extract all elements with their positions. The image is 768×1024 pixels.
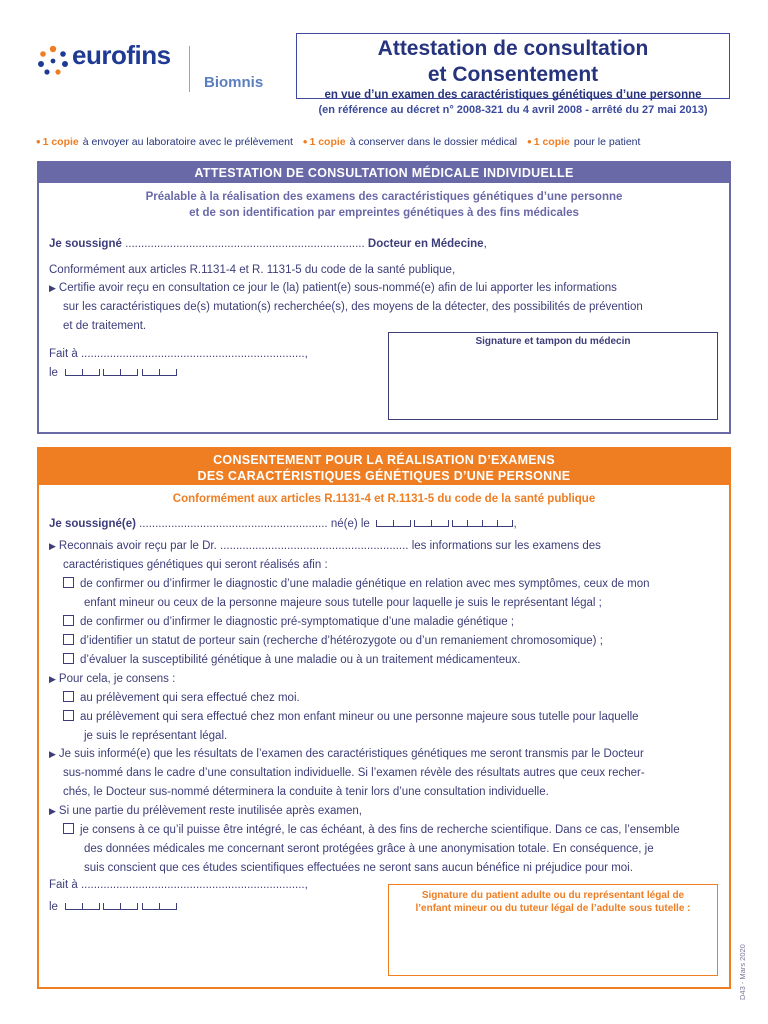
- doctor-line: [49, 235, 719, 254]
- checkbox[interactable]: [63, 615, 74, 626]
- title-line-1: Attestation de consultation: [377, 37, 649, 60]
- patient-undersigned-label: Je soussigné(e): [49, 518, 136, 530]
- patient-name-field[interactable]: ........................................................... né(e) le: [135, 518, 370, 530]
- consultation-intro-line-2: et de son identification par empreintes génétiques à des fins médicales: [189, 207, 579, 219]
- arrow-right-icon: ▶: [49, 283, 56, 293]
- copies-line: [36, 134, 736, 149]
- informed-line-2: sus-nommé dans le cadre d’une consultation individuelle. Si l’examen révèle des résultats autres que ceux recher-: [63, 767, 645, 779]
- bullet-dot-icon: •: [302, 134, 308, 149]
- doctor-title: Docteur en Médecine: [367, 238, 484, 250]
- patient-date-field[interactable]: [65, 898, 176, 917]
- patient-signature-box[interactable]: [388, 884, 718, 976]
- copy-text: à envoyer au laboratoire avec le prélèvement: [82, 135, 293, 148]
- research-line-1: je consens à ce qu’il puisse être intégré, le cas échéant, à des fins de recherche scientifique. Dans ce cas, l’ensemble: [80, 824, 680, 836]
- title-line-2: et Consentement: [427, 63, 599, 86]
- consent-text: Pour cela, je consens :: [58, 673, 176, 685]
- checkbox[interactable]: [63, 710, 74, 721]
- decree-reference: (en référence au décret n° 2008-321 du 4 avril 2008 - arrêté du 27 mai 2013): [318, 104, 708, 116]
- option-carrier: [49, 632, 724, 651]
- copy-text: pour le patient: [573, 135, 641, 148]
- doctor-signature-label: Signature et tampon du médecin: [475, 336, 631, 347]
- logo-divider: [189, 46, 190, 92]
- consent-self: [49, 689, 724, 708]
- title-box: [296, 33, 730, 99]
- done-at-field[interactable]: Fait à ......................................................................,: [49, 348, 308, 360]
- recognize-line-2: caractéristiques génétiques qui seront réalisés afin :: [63, 559, 328, 571]
- arrow-right-icon: ▶: [49, 541, 56, 551]
- recognize-line-1: Reconnais avoir reçu par le Dr. ........................................................... les informations sur les examens des: [58, 540, 601, 552]
- title-subtitle: en vue d’un examen des caractéristiques génétiques d’une personne: [324, 89, 702, 101]
- brand-name: eurofins: [72, 40, 171, 70]
- bullet-dot-icon: •: [36, 134, 41, 149]
- checkbox[interactable]: [63, 691, 74, 702]
- option-carrier-text: d’identifier un statut de porteur sain (recherche d’hétérozygote ou d’un remaniement chromosomique) ;: [80, 635, 603, 647]
- eurofins-logo: [36, 40, 296, 94]
- brand-subname: Biomnis: [204, 74, 264, 91]
- research-consent: [49, 821, 724, 840]
- consultation-intro: [39, 189, 729, 221]
- patient-date-line: [49, 898, 249, 917]
- patient-signature-line-1: Signature du patient adulte ou du représentant légal de: [421, 890, 685, 901]
- date-label: le: [49, 901, 58, 913]
- consent-intro: Conformément aux articles R.1131-4 et R.1131-5 du code de la santé publique: [172, 493, 596, 505]
- recognize-block: [49, 537, 724, 746]
- consultation-heading: ATTESTATION DE CONSULTATION MÉDICALE INDIVIDUELLE: [39, 163, 729, 183]
- unused-text: Si une partie du prélèvement reste inutilisée après examen,: [58, 805, 362, 817]
- copy-count: 1 copie: [42, 135, 79, 148]
- option-susceptibility-text: d’évaluer la susceptibilité génétique à une maladie ou à un traitement médicamenteux.: [80, 654, 521, 666]
- research-line-2: des données médicales me concernant seront protégées grâce à une anonymisation totale. En conséquence, je: [84, 843, 654, 855]
- certify-line-2: sur les caractéristiques de(s) mutation(s) recherchée(s), des moyens de la détecter, des possibilités de prévention: [63, 301, 643, 313]
- checkbox[interactable]: [63, 653, 74, 664]
- conform-line: Conformément aux articles R.1131-4 et R. 1131-5 du code de la santé publique,: [49, 264, 456, 276]
- consent-heading-line-1: CONSENTEMENT POUR LA RÉALISATION D’EXAMENS: [213, 453, 555, 467]
- option-presymptomatic-text: de confirmer ou d’infirmer le diagnostic pré-symptomatique d’une maladie génétique ;: [80, 616, 515, 628]
- doctor-signature-box[interactable]: [388, 332, 718, 420]
- consent-heading: [39, 449, 729, 485]
- doctor-name-field[interactable]: ...........................................................................: [121, 238, 368, 250]
- copy-item: [527, 134, 640, 149]
- consultation-intro-line-1: Préalable à la réalisation des examens des caractéristiques génétiques d’une personne: [145, 191, 623, 203]
- bullet-dot-icon: •: [527, 134, 532, 149]
- patient-signature-line-2: l’enfant mineur ou du tuteur légal de l’adulte sous tutelle :: [415, 903, 691, 914]
- patient-done-at-field[interactable]: Fait à ......................................................................,: [49, 879, 308, 891]
- eurofins-logo-icon: [36, 44, 70, 78]
- copy-text: à conserver dans le dossier médical: [349, 135, 518, 148]
- date-field[interactable]: [65, 364, 176, 383]
- arrow-right-icon: ▶: [49, 749, 56, 759]
- arrow-right-icon: ▶: [49, 674, 56, 684]
- option-susceptibility: [49, 651, 724, 670]
- informed-line-3: chés, le Docteur sus-nommé déterminera la conduite à tenir lors d’une consultation individuelle.: [63, 786, 549, 798]
- comma: ,: [513, 518, 517, 530]
- consent-dependent: [49, 708, 724, 727]
- consent-self-text: au prélèvement qui sera effectué chez moi.: [80, 692, 300, 704]
- consent-dependent-line-1: au prélèvement qui sera effectué chez mon enfant mineur ou une personne majeure sous tutelle pour laquelle: [80, 711, 639, 723]
- unused-line: [49, 802, 724, 821]
- option-presymptomatic: [49, 613, 724, 632]
- comma: ,: [483, 238, 487, 250]
- birthdate-field[interactable]: [376, 515, 513, 534]
- certify-line-3: et de traitement.: [63, 320, 147, 332]
- informed-line-1: Je suis informé(e) que les résultats de l’examen des caractéristiques génétiques me seront transmis par le Docteur: [58, 748, 644, 760]
- copy-item: [36, 134, 293, 149]
- consent-heading-line-2: DES CARACTÉRISTIQUES GÉNÉTIQUES D’UNE PERSONNE: [197, 469, 571, 483]
- checkbox[interactable]: [63, 823, 74, 834]
- checkbox[interactable]: [63, 634, 74, 645]
- arrow-right-icon: ▶: [49, 806, 56, 816]
- certify-line-1: Certifie avoir reçu en consultation ce jour le (la) patient(e) sous-nommé(e) afin de lui apporter les informations: [58, 282, 617, 294]
- undersigned-label: Je soussigné: [49, 238, 122, 250]
- patient-line: [49, 515, 719, 534]
- research-line-3: suis conscient que ces études scientifiques effectuées ne seront sans aucun bénéfice ni préjudice pour moi.: [84, 862, 633, 874]
- option-symptoms-line-2: enfant mineur ou ceux de la personne majeure sous tutelle pour laquelle je suis le représentant légal ;: [84, 597, 602, 609]
- consent-line: [49, 670, 724, 689]
- copy-item: [303, 134, 517, 149]
- option-symptoms-line-1: de confirmer ou d’infirmer le diagnostic d’une maladie génétique en relation avec mes symptômes, ceux de mon: [80, 578, 650, 590]
- consent-dependent-line-2: je suis le représentant légal.: [84, 730, 228, 742]
- checkbox[interactable]: [63, 577, 74, 588]
- form-code: D43 - Mars 2020: [738, 944, 747, 1000]
- informed-block: [49, 745, 724, 878]
- copy-count: 1 copie: [309, 135, 346, 148]
- date-label: le: [49, 367, 58, 379]
- date-line: [49, 364, 249, 383]
- certify-paragraph: [49, 279, 719, 336]
- copy-count: 1 copie: [533, 135, 570, 148]
- option-symptoms: [49, 575, 724, 594]
